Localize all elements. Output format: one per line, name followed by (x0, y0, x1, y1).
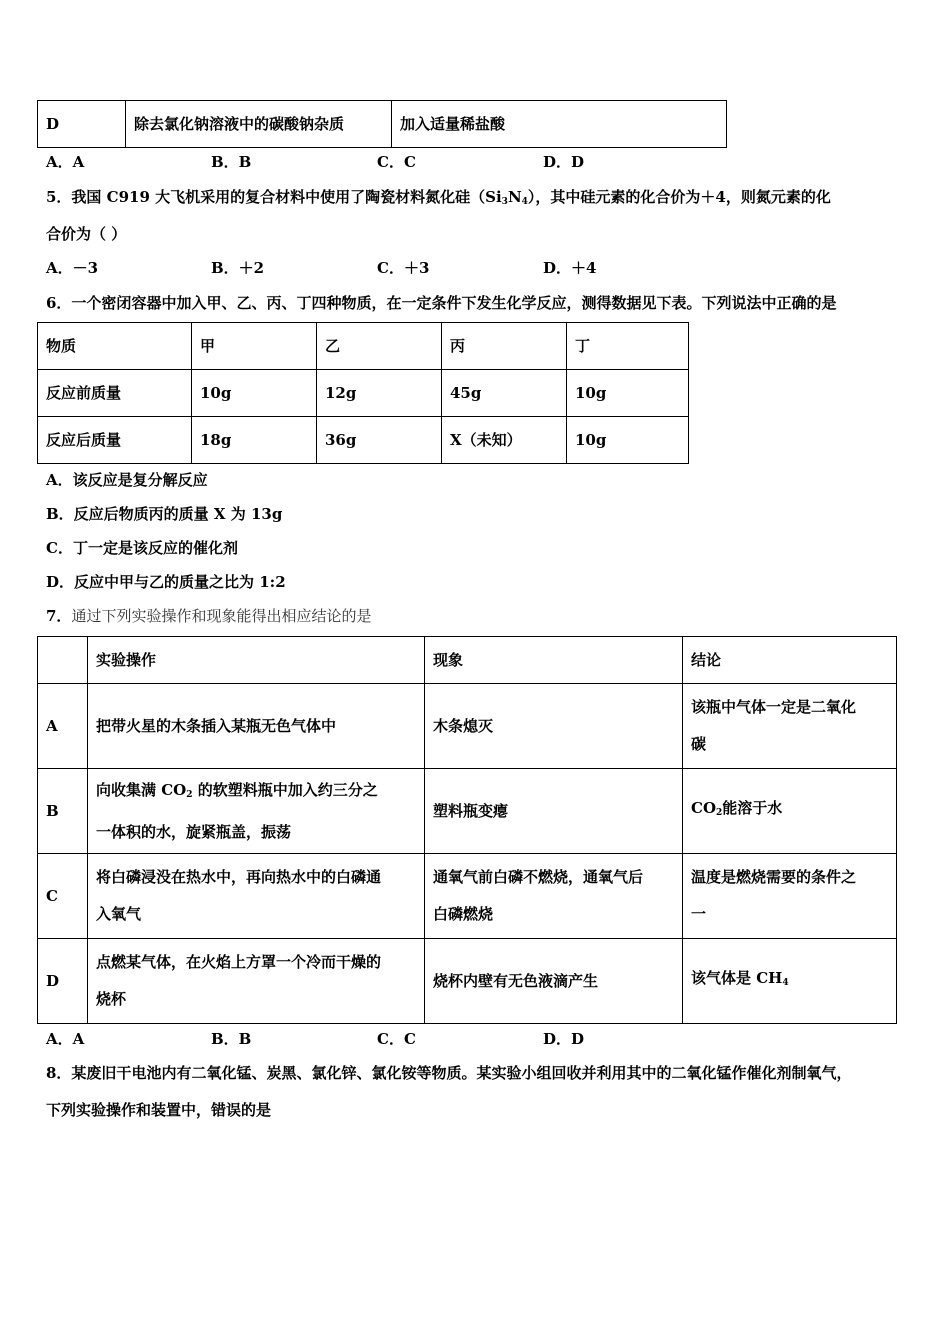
q7-header-operation: 实验操作 (88, 637, 425, 684)
q7-conclusion: 温度是燃烧需要的条件之 一 (683, 854, 897, 939)
q7-row-label: A (38, 684, 88, 769)
table-row (38, 854, 897, 939)
q7-conclusion: 该气体是 $CH_4$ (683, 939, 897, 1024)
q6-header-jia: 甲 (192, 323, 317, 370)
q6-stem: 6．一个密闭容器中加入甲、乙、丙、丁四种物质，在一定条件下发生化学反应，测得数据见下表。下列说法中正确的是 (46, 294, 837, 312)
q7-header-blank (38, 637, 88, 684)
q7-option-a[interactable]: A．A (46, 1030, 85, 1048)
q6-cell: 10g (192, 370, 317, 417)
q5-option-a[interactable]: A．－3 (46, 259, 99, 277)
q6-cell: 36g (317, 417, 442, 464)
q4-option-b[interactable]: B．B (211, 153, 252, 171)
q7-operation: 把带火星的木条插入某瓶无色气体中 (88, 684, 425, 769)
q7-phenomenon: 木条熄灭 (425, 684, 683, 769)
q6-choice-b[interactable]: B．反应后物质丙的质量 X 为 13g (46, 505, 283, 523)
q7-option-c[interactable]: C．C (377, 1030, 416, 1048)
q4-row-label: D (38, 101, 126, 148)
q6-cell: 45g (442, 370, 567, 417)
q6-cell: 10g (567, 370, 689, 417)
q7-operation: 将白磷浸没在热水中，再向热水中的白磷通 入氧气 (88, 854, 425, 939)
q7-conclusion: 该瓶中气体一定是二氧化 碳 (683, 684, 897, 769)
q6-header-yi: 乙 (317, 323, 442, 370)
table-row (38, 939, 897, 1024)
q7-row-label: D (38, 939, 88, 1024)
q6-cell: 反应前质量 (38, 370, 192, 417)
table-row (38, 769, 897, 854)
table-row (38, 417, 689, 464)
q7-stem: 7．通过下列实验操作和现象能得出相应结论的是 (46, 607, 372, 625)
q6-cell: 18g (192, 417, 317, 464)
q7-row-label: C (38, 854, 88, 939)
q4-option-c[interactable]: C．C (377, 153, 416, 171)
q6-choice-a[interactable]: A．该反应是复分解反应 (46, 471, 208, 489)
q5-stem-line1: 5．我国 C919 大飞机采用的复合材料中使用了陶瓷材料氮化硅$(Si_3N_4)$，其中硅元素的化合价为＋4，则氮元素的化 (46, 188, 831, 207)
q7-header-phenomenon: 现象 (425, 637, 683, 684)
q4-option-d[interactable]: D．D (543, 153, 585, 171)
q6-choice-c[interactable]: C．丁一定是该反应的催化剂 (46, 539, 238, 557)
q7-operation: 向收集满 $CO_2$ 的软塑料瓶中加入约三分之 一体积的水，旋紧瓶盖，振荡 (88, 769, 425, 854)
q7-header-conclusion: 结论 (683, 637, 897, 684)
q4-row-method: 除去氯化钠溶液中的碳酸钠杂质 (126, 101, 392, 148)
q7-phenomenon: 塑料瓶变瘪 (425, 769, 683, 854)
q6-cell: 12g (317, 370, 442, 417)
q7-conclusion: $CO_2$能溶于水 (683, 769, 897, 854)
q8-stem-line2: 下列实验操作和装置中，错误的是 (46, 1101, 272, 1119)
q6-cell: X（未知） (442, 417, 567, 464)
table-row (38, 370, 689, 417)
q7-option-d[interactable]: D．D (543, 1030, 585, 1048)
q7-phenomenon: 烧杯内壁有无色液滴产生 (425, 939, 683, 1024)
q7-operation: 点燃某气体，在火焰上方罩一个冷而干燥的 烧杯 (88, 939, 425, 1024)
q4-row-reagent: 加入适量稀盐酸 (392, 101, 727, 148)
q8-stem-line1: 8．某废旧干电池内有二氧化锰、炭黑、氯化锌、氯化铵等物质。某实验小组回收并利用其中的二氧化锰作催化剂制氧气， (46, 1064, 852, 1082)
table-row (38, 684, 897, 769)
q5-stem-line2: 合价为（ ） (46, 225, 127, 243)
q6-cell: 反应后质量 (38, 417, 192, 464)
q6-data-table (37, 322, 689, 464)
q6-cell: 10g (567, 417, 689, 464)
q5-option-c[interactable]: C．＋3 (377, 259, 430, 277)
q7-row-label: B (38, 769, 88, 854)
q7-option-b[interactable]: B．B (211, 1030, 252, 1048)
q5-option-d[interactable]: D．＋4 (543, 259, 597, 277)
q7-experiment-table (37, 636, 897, 1024)
q6-header-bing: 丙 (442, 323, 567, 370)
q6-header-substance: 物质 (38, 323, 192, 370)
q4-table-fragment (37, 100, 727, 148)
q5-option-b[interactable]: B．＋2 (211, 259, 265, 277)
q6-choice-d[interactable]: D．反应中甲与乙的质量之比为 1:2 (46, 573, 286, 591)
q7-phenomenon: 通氧气前白磷不燃烧，通氧气后 白磷燃烧 (425, 854, 683, 939)
q4-option-a[interactable]: A．A (46, 153, 85, 171)
q6-header-ding: 丁 (567, 323, 689, 370)
